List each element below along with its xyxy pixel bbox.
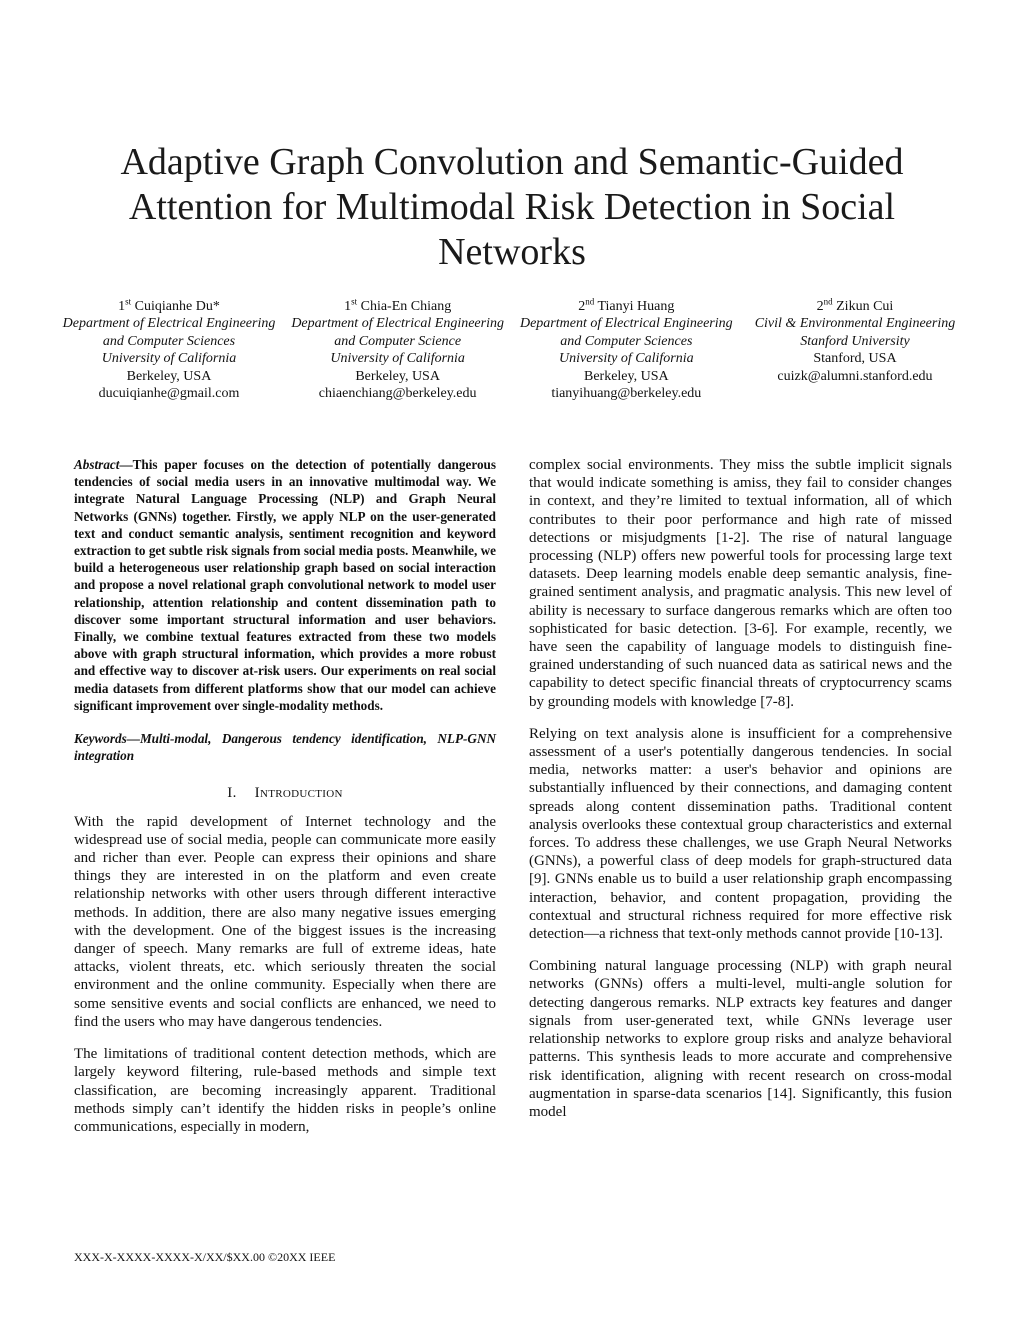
paragraph: Combining natural language processing (NLP) with graph neural networks (GNNs) offers a multi-level, multi-angle solution for detecting dangerous remarks. NLP extracts key features and danger signals from user-generated text, while GNNs leverage user relationship networks to explore group risks and analyze behavioral patterns. This synthesis leads to more accurate and comprehensive risk identification, aligning with recent research on cross-modal augmentation in sparse-data scenarios [14]. Significantly, this fusion model — [529, 958, 952, 1120]
author-department: Civil & Environmental Engineering — [754, 316, 956, 332]
author-email: chiaenchiang@berkeley.edu — [318, 386, 477, 402]
author-block — [55, 298, 969, 402]
paragraph: The limitations of traditional content detection methods, which are largely keyword filtering, rule-based methods and simple text classification, are becoming increasingly apparent. Traditional methods simply can’t identify the hidden risks in people’s online communications, especially in modern, — [74, 1046, 496, 1135]
copyright-footer: XXX-X-XXXX-XXXX-X/XX/$XX.00 ©20XX IEEE — [74, 1250, 336, 1264]
author-1 — [55, 298, 283, 402]
author-institution: University of California — [330, 351, 465, 367]
paragraph: With the rapid development of Internet technology and the widespread use of social media, people can communicate more easily and richer than ever. People can express their opinions and share things they are interested in on the platform and even create relationship networks with other users through different interactive methods. In addition, there are also many negative issues emerging with the development. One of the biggest issues is the increasing danger of speech. Many remarks are full of extreme ideas, hate attacks, violent threats, etc. which seriously threaten the social environment and the online community. Especially when there are some sensitive events and social conflicts are enhanced, we need to find the users who may have dangerous tendencies. — [74, 813, 496, 1030]
author-location: Berkeley, USA — [583, 368, 669, 384]
author-email: cuizk@alumni.stanford.edu — [777, 368, 933, 384]
author-name: 1st Chia-En Chiang — [344, 296, 452, 314]
author-department: Department of Electrical Engineering and Computer Sciences — [62, 316, 276, 349]
author-location: Berkeley, USA — [355, 368, 440, 384]
abstract: Abstract—This paper focuses on the detection of potentially dangerous tendencies of social media users in an innovative multimodal way. We integrate Natural Language Processing (NLP) and Graph Neural Networks (GNNs) together. Firstly, we apply NLP on the user-generated text and conduct semantic analysis, sentiment recognition and keyword extraction to get subtle risk signals from social media posts. Meanwhile, we build a heterogeneous user relationship graph based on social interaction and propose a novel relational graph convolutional network to model user relationship, attention relationship and content dissemination path to discover some important structural information and user behaviors. Finally, we combine textual features extracted from these two models above with graph structural information, which provides a more robust and effective way to discover at-risk users. Our experiments on real social media datasets from different platforms show that our model can achieve significant improvement over single-modality methods. — [74, 457, 496, 713]
author-2 — [284, 298, 512, 402]
author-department: Department of Electrical Engineering and Computer Science — [291, 316, 504, 349]
left-column — [74, 456, 496, 1136]
author-institution: Stanford University — [800, 333, 910, 349]
keywords: Keywords—Multi-modal, Dangerous tendency identification, NLP-GNN integration — [74, 731, 496, 764]
author-institution: University of California — [101, 351, 237, 367]
author-3 — [512, 298, 740, 402]
author-4 — [741, 298, 969, 402]
author-location: Berkeley, USA — [126, 368, 212, 384]
author-email: ducuiqianhe@gmail.com — [98, 386, 240, 402]
author-institution: University of California — [559, 351, 694, 367]
right-column — [529, 456, 952, 1121]
paragraph: Relying on text analysis alone is insufficient for a comprehensive assessment of a user's potentially dangerous tendencies. In social media, networks matter: a user's behavior and opinions are substantially influenced by their connections, and damaging content spreads along content dissemination paths. Traditional content analysis overlooks these contextual group characteristics and external forces. To address these challenges, we use Graph Neural Networks (GNNs), a powerful class of deep models for graph-structured data [9]. GNNs enable us to build a user relationship graph encompassing interaction, behavior, and content propagation, providing the contextual and structural richness required for more effective risk detection—a richness that text-only methods cannot provide [10-13]. — [529, 725, 952, 943]
author-name: 2nd Zikun Cui — [816, 296, 894, 314]
author-location: Stanford, USA — [813, 351, 897, 367]
paragraph: complex social environments. They miss the subtle implicit signals that would indicate something is amiss, they fail to consider changes in context, and they’re limited to textual information, all of which contributes to their poor performance and high rate of missed detections or misjudgments [1-2]. The rise of natural language processing (NLP) offers new powerful tools for processing large text datasets. Deep learning models enable deep semantic analysis, fine-grained sentiment analysis, and pragmatic analysis. This new level of ability is necessary to surface dangerous remarks which are often too sophisticated for basic detection. [3-6]. For example, recently, we have seen the capability of language models to distinguish fine-grained understanding of such nuanced data as satirical news and the capability to detect specific financial threats of cryptocurrency scams by grounding models with knowledge [7-8]. — [529, 457, 952, 710]
author-email: tianyihuang@berkeley.edu — [551, 386, 702, 402]
author-name: 2nd Tianyi Huang — [578, 296, 675, 314]
author-department: Department of Electrical Engineering and Computer Sciences — [519, 316, 733, 349]
author-name: 1st Cuiqianhe Du* — [118, 296, 220, 314]
paper-title: Adaptive Graph Convolution and Semantic-Guided Attention for Multimodal Risk Detection in Social Networks — [120, 141, 904, 273]
section-heading: I. Introduction — [227, 785, 343, 802]
